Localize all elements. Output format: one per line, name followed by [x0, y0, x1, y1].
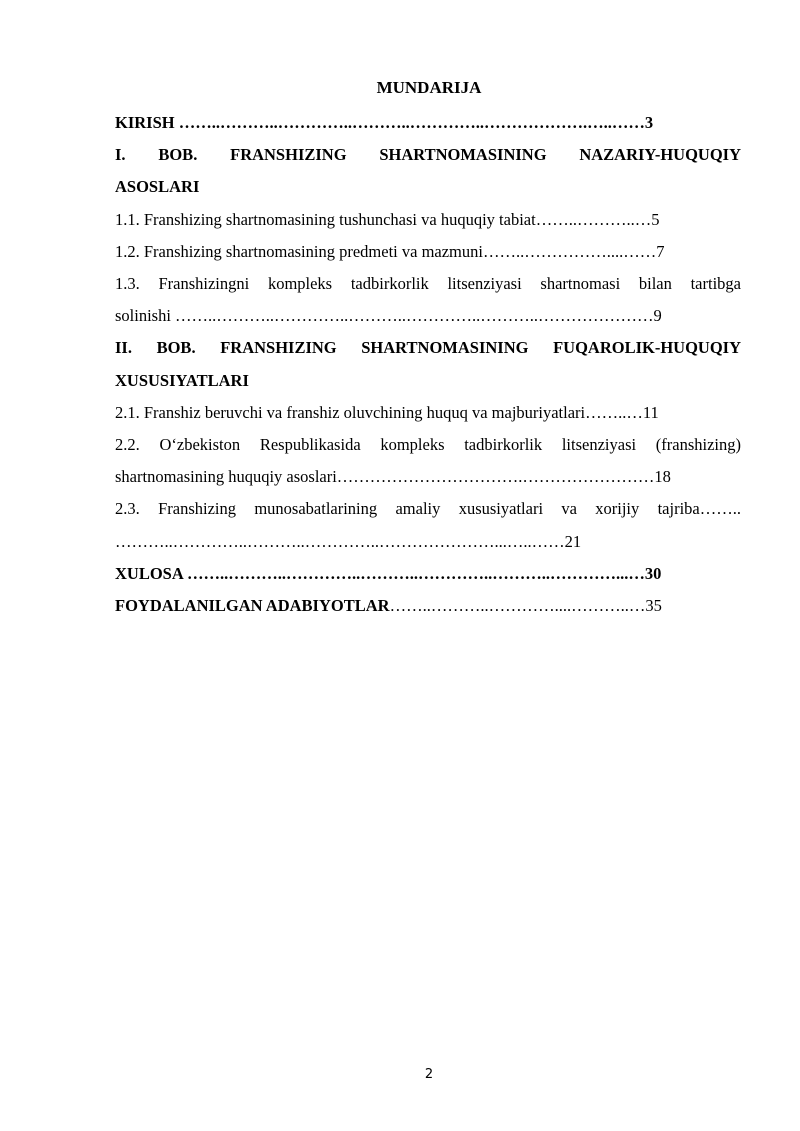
page-title: MUNDARIJA — [376, 78, 482, 97]
toc-section-1-3-line-2: solinishi ……..………..…………..………..…………..………..…………………9 — [115, 306, 662, 326]
toc-section-2-2-line-1: 2.2. O‘zbekiston Respublikasida kompleks tadbirkorlik litsenziyasi (franshizing) — [115, 435, 741, 455]
toc-entry-xulosa-text: XULOSA ……..………..…………..………..…………..………..…………...…30 — [115, 563, 662, 583]
toc-chapter-2-line-1: II. BOB. FRANSHIZING SHARTNOMASINING FUQAROLIK-HUQUQIY — [115, 338, 741, 358]
toc-entry-kirish-text: KIRISH ……..………..…………..………..…………..……………….…..……3 — [115, 113, 654, 132]
toc-chapter-1-line-2: ASOSLARI — [115, 177, 200, 197]
toc-chapter-1-line-1: I. BOB. FRANSHIZING SHARTNOMASINING NAZARIY-HUQUQIY — [115, 145, 741, 165]
toc-section-1-1: 1.1. Franshizing shartnomasining tushunchasi va huquqiy tabiat……..………..…5 — [115, 209, 660, 229]
toc-entry-adabiyotlar-label: FOYDALANILGAN ADABIYOTLAR — [115, 596, 390, 616]
toc-entry-xulosa — [115, 558, 741, 590]
toc-entry-adabiyotlar — [115, 590, 741, 622]
toc-entry-adabiyotlar-dots: ……..………..…………....………..…35 — [389, 596, 662, 616]
table-of-contents — [115, 107, 741, 622]
toc-chapter-2-line-2: XUSUSIYATLARI — [115, 370, 249, 390]
toc-section-2-3-line-2: ………..…………..………..…………..…………………...…..……21 — [115, 531, 582, 551]
toc-section-1-2: 1.2. Franshizing shartnomasining predmeti va mazmuni……..……………....……7 — [115, 241, 665, 261]
toc-entry-kirish — [115, 107, 741, 139]
toc-section-2-2-line-2: shartnomasining huquqiy asoslari…………………………….……………………18 — [115, 467, 671, 487]
page-number: 2 — [424, 1067, 434, 1082]
toc-section-2-3-line-1: 2.3. Franshizing munosabatlarining amaliy xususiyatlari va xorijiy tajriba…….. — [115, 499, 741, 519]
toc-section-2-1: 2.1. Franshiz beruvchi va franshiz oluvchining huquq va majburiyatlari……..…11 — [115, 402, 659, 422]
toc-section-1-3-line-1: 1.3. Franshizingni kompleks tadbirkorlik litsenziyasi shartnomasi bilan tartibga — [115, 274, 741, 294]
